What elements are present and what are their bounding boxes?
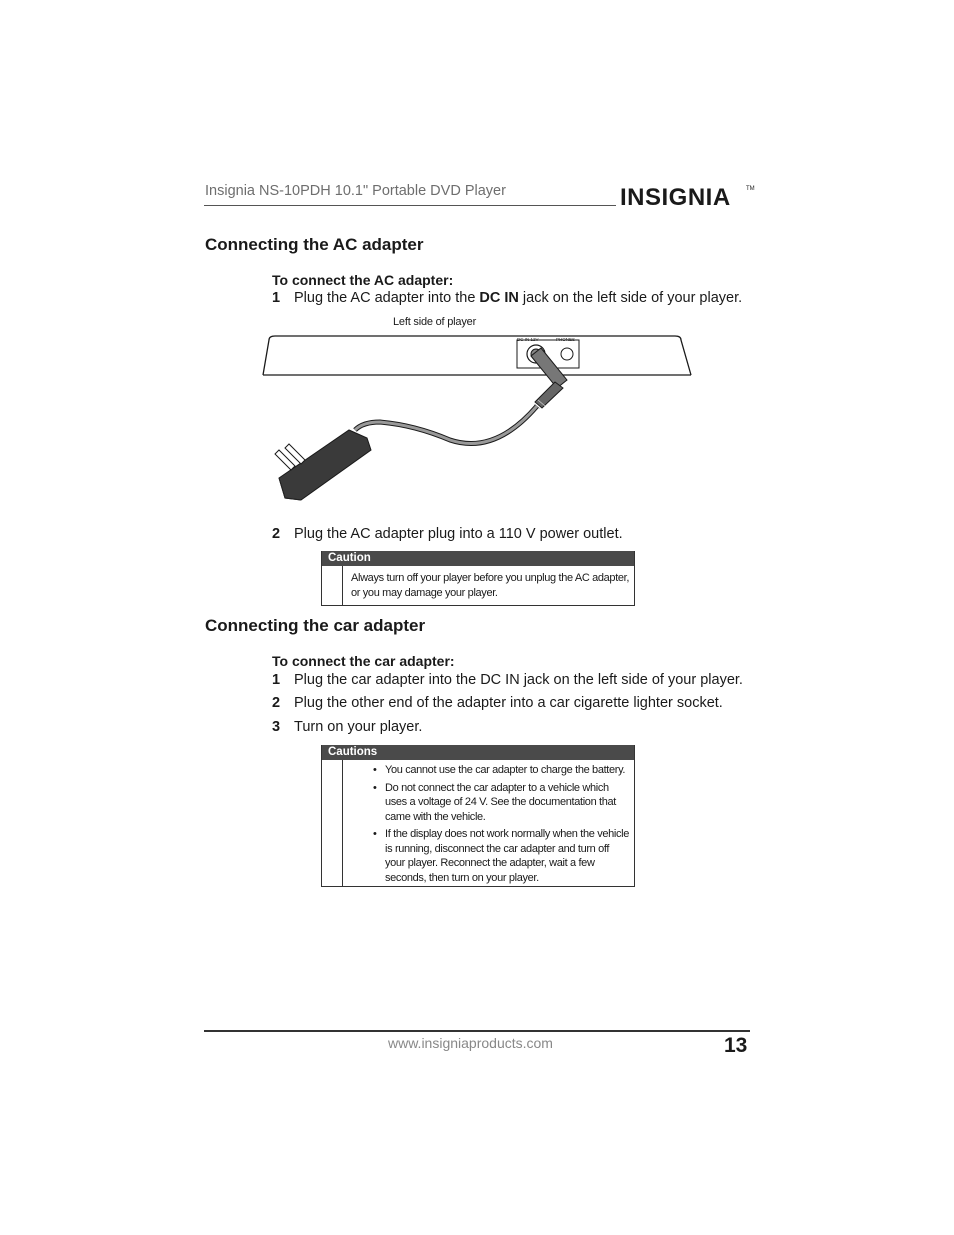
ac-adapter-illustration <box>255 330 695 510</box>
caution-side-rule <box>342 566 343 605</box>
footer-url: www.insigniaproducts.com <box>388 1035 553 1051</box>
page-number: 13 <box>724 1034 748 1057</box>
caution-item: • You cannot use the car adapter to charge the battery. <box>373 763 631 778</box>
header-rule <box>204 205 616 206</box>
section-heading-ac-adapter: Connecting the AC adapter <box>205 235 424 254</box>
caution-text: Always turn off your player before you unplug the AC adapter, or you may damage your player. <box>351 572 630 599</box>
step-number: 2 <box>272 695 281 711</box>
step-text: Plug the AC adapter plug into a 110 V power outlet. <box>294 526 623 542</box>
procedure-title-ac: To connect the AC adapter: <box>272 272 454 288</box>
step-number: 3 <box>272 719 281 735</box>
logo-text: INSIGNIA <box>620 184 731 211</box>
phones-jack <box>561 348 573 360</box>
step-ac-2 <box>272 526 752 546</box>
caution-title: Caution <box>322 551 634 566</box>
caution-item: • If the display does not work normally when the vehicle is running, disconnect the car adapter and turn off your player. Reconnect the adapter, wait a few seconds, then turn on your player. <box>373 827 631 885</box>
step-car-1 <box>272 672 752 692</box>
cautions-box <box>321 745 635 887</box>
step-number: 2 <box>272 526 281 542</box>
step-car-2 <box>272 695 752 715</box>
step-car-3 <box>272 719 752 739</box>
dc-in-label: DC IN <box>479 290 519 306</box>
cautions-side-rule <box>342 760 343 886</box>
cautions-list <box>373 763 631 885</box>
figure-label: Left side of player <box>393 316 477 328</box>
step-text: Plug the other end of the adapter into a car cigarette lighter socket. <box>294 695 723 711</box>
step-text: Plug the AC adapter into the DC IN jack on the left side of your player. <box>294 290 743 306</box>
cautions-title: Cautions <box>322 745 634 760</box>
step-number: 1 <box>272 672 281 688</box>
section-heading-car-adapter: Connecting the car adapter <box>205 616 426 635</box>
svg-text:TM: TM <box>746 186 755 192</box>
caution-item: • Do not connect the car adapter to a vehicle which uses a voltage of 24 V. See the documentation that came with the vehicle. <box>373 781 631 825</box>
insignia-logo <box>620 180 755 214</box>
phones-jack-label: PHONES <box>556 337 576 342</box>
footer-rule <box>204 1030 750 1032</box>
step-number: 1 <box>272 290 281 306</box>
running-header-title: Insignia NS-10PDH 10.1" Portable DVD Player <box>205 183 506 199</box>
procedure-title-car: To connect the car adapter: <box>272 653 455 669</box>
step-text: Turn on your player. <box>294 719 423 735</box>
dc-in-jack-label: DC IN 12V <box>517 337 539 342</box>
cautions-list-wrap <box>373 763 631 888</box>
step-text: Plug the car adapter into the DC IN jack on the left side of your player. <box>294 672 743 688</box>
caution-box <box>321 551 635 606</box>
step-ac-1 <box>272 290 752 310</box>
